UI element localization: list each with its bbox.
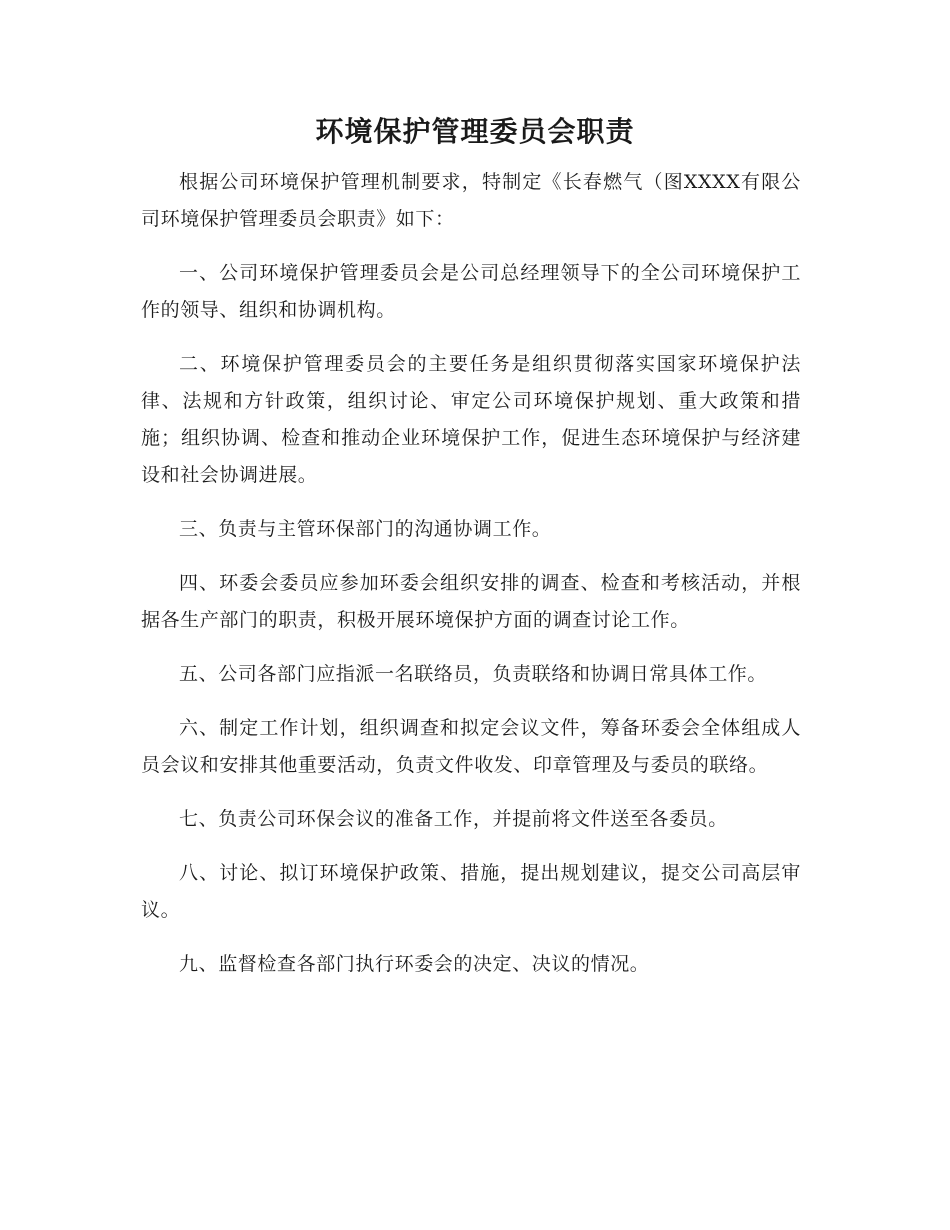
paragraph-item-5: 五、公司各部门应指派一名联络员，负责联络和协调日常具体工作。 [179,663,768,685]
paragraph-item-2: 二、环境保护管理委员会的主要任务是组织贯彻落实国家环境保护法律、法规和方针政策，组织讨论、审定公司环境保护规划、重大政策和措施；组织协调、检查和推动企业环境保护工作，促进生态环境保护与经济建设和社会协调进展。 [141,353,801,486]
paragraph-item-6: 六、制定工作计划，组织调查和拟定会议文件，筹备环委会全体组成人员会议和安排其他重要活动，负责文件收发、印章管理及与委员的联络。 [141,717,801,776]
document-title: 环境保护管理委员会职责 [315,115,635,148]
paragraph-item-4: 四、环委会委员应参加环委会组织安排的调查、检查和考核活动，并根据各生产部门的职责，积极开展环境保护方面的调查讨论工作。 [141,572,801,631]
paragraph-item-9: 九、监督检查各部门执行环委会的决定、决议的情况。 [179,953,650,975]
paragraph-item-8: 八、讨论、拟订环境保护政策、措施，提出规划建议，提交公司高层审议。 [141,862,801,921]
paragraph-intro: 根据公司环境保护管理机制要求，特制定《长春燃气（图XXXX有限公司环境保护管理委员会职责》如下： [141,171,801,230]
paragraph-item-3: 三、负责与主管环保部门的沟通协调工作。 [179,518,552,540]
paragraph-item-1: 一、公司环境保护管理委员会是公司总经理领导下的全公司环境保护工作的领导、组织和协调机构。 [141,262,801,321]
paragraph-item-7: 七、负责公司环保会议的准备工作，并提前将文件送至各委员。 [179,808,728,830]
document-body [141,164,801,1000]
